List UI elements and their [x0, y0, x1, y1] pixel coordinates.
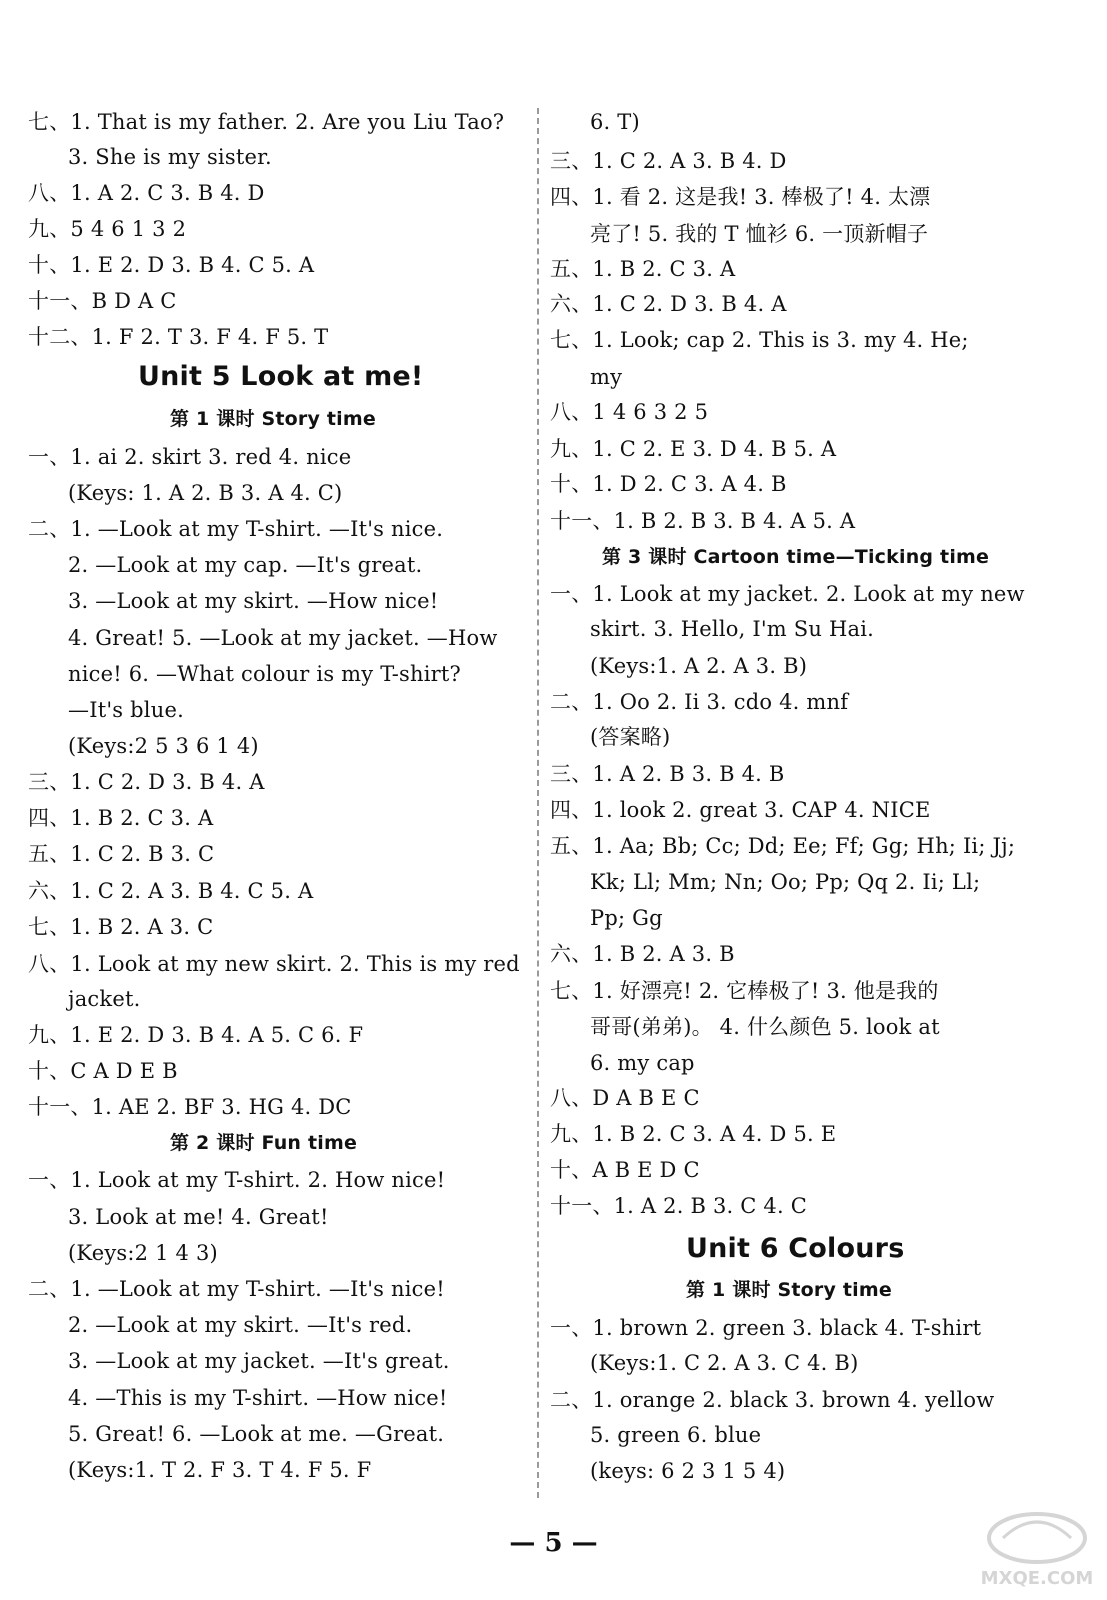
answer-line: 哥哥(弟弟)。 4. 什么颜色 5. look at	[590, 1015, 940, 1039]
answer-line: jacket.	[68, 987, 141, 1011]
answer-line: 4. —This is my T-shirt. —How nice!	[68, 1386, 448, 1410]
answer-line: 六、1. B 2. A 3. B	[550, 942, 735, 966]
answer-line: 二、1. —Look at my T-shirt. —It's nice.	[28, 517, 444, 541]
answer-line: (答案略)	[590, 725, 671, 749]
answer-line: skirt. 3. Hello, I'm Su Hai.	[590, 617, 874, 641]
answer-line: (Keys:1. T 2. F 3. T 4. F 5. F	[68, 1458, 372, 1482]
answer-line: (Keys:2 1 4 3)	[68, 1241, 218, 1265]
answer-line: 四、1. 看 2. 这是我! 3. 棒极了! 4. 太漂	[550, 185, 931, 209]
answer-line: (Keys: 1. A 2. B 3. A 4. C)	[68, 481, 343, 505]
answer-line: 四、1. look 2. great 3. CAP 4. NICE	[550, 798, 931, 822]
lesson-heading: 第 2 课时 Fun time	[170, 1132, 358, 1154]
column-divider	[537, 108, 539, 1498]
answer-line: 十一、1. A 2. B 3. C 4. C	[550, 1194, 808, 1218]
answer-line: 一、1. Look at my jacket. 2. Look at my new	[550, 582, 1025, 606]
answer-line: 2. —Look at my skirt. —It's red.	[68, 1313, 413, 1337]
answer-line: 五、1. C 2. B 3. C	[28, 842, 215, 866]
watermark-text: MXQE.COM	[981, 1568, 1093, 1589]
answer-line: (Keys:1. C 2. A 3. C 4. B)	[590, 1351, 859, 1375]
watermark-logo	[981, 1510, 1093, 1592]
answer-line: 十二、1. F 2. T 3. F 4. F 5. T	[28, 325, 329, 349]
answer-line: 五、1. Aa; Bb; Cc; Dd; Ee; Ff; Gg; Hh; Ii; Jj;	[550, 834, 1016, 858]
answer-line: 亮了! 5. 我的 T 恤衫 6. 一顶新帽子	[590, 222, 929, 246]
lesson-heading: 第 1 课时 Story time	[170, 408, 376, 430]
answer-line: (keys: 6 2 3 1 5 4)	[590, 1459, 786, 1483]
answer-line: 五、1. B 2. C 3. A	[550, 257, 736, 281]
answer-line: 2. —Look at my cap. —It's great.	[68, 553, 423, 577]
lesson-heading: 第 3 课时 Cartoon time—Ticking time	[602, 546, 990, 568]
answer-line: 4. Great! 5. —Look at my jacket. —How	[68, 626, 498, 650]
answer-line: 3. —Look at my skirt. —How nice!	[68, 589, 439, 613]
answer-line: 十、A B E D C	[550, 1158, 700, 1182]
answer-line: 七、1. 好漂亮! 2. 它棒极了! 3. 他是我的	[550, 979, 939, 1003]
answer-line: 八、D A B E C	[550, 1086, 700, 1110]
unit-heading: Unit 6 Colours	[686, 1233, 905, 1264]
answer-line: 3. —Look at my jacket. —It's great.	[68, 1349, 450, 1373]
answer-line: my	[590, 365, 623, 389]
answer-line: 十、1. D 2. C 3. A 4. B	[550, 472, 787, 496]
answer-line: 5. green 6. blue	[590, 1423, 762, 1447]
unit-heading: Unit 5 Look at me!	[138, 361, 424, 392]
answer-line: 十一、1. AE 2. BF 3. HG 4. DC	[28, 1095, 352, 1119]
answer-line: Kk; Ll; Mm; Nn; Oo; Pp; Qq 2. Ii; Ll;	[590, 870, 981, 894]
page-number: — 5 —	[509, 1528, 598, 1558]
answer-line: 九、5 4 6 1 3 2	[28, 217, 187, 241]
answer-line: 十一、B D A C	[28, 289, 177, 313]
answer-line: 八、1. A 2. C 3. B 4. D	[28, 181, 265, 205]
lesson-heading: 第 1 课时 Story time	[686, 1279, 892, 1301]
answer-line: 七、1. That is my father. 2. Are you Liu Tao?	[28, 110, 505, 134]
answer-line: Pp; Gg	[590, 906, 663, 930]
answer-line: 四、1. B 2. C 3. A	[28, 806, 214, 830]
answer-line: 八、1 4 6 3 2 5	[550, 400, 709, 424]
answer-line: 一、1. ai 2. skirt 3. red 4. nice	[28, 445, 352, 469]
answer-line: 3. She is my sister.	[68, 145, 272, 169]
answer-line: 二、1. —Look at my T-shirt. —It's nice!	[28, 1277, 445, 1301]
answer-line: 6. T)	[590, 110, 640, 134]
watermark-icon	[981, 1510, 1093, 1592]
answer-line: 九、1. E 2. D 3. B 4. A 5. C 6. F	[28, 1023, 364, 1047]
answer-line: 一、1. Look at my T-shirt. 2. How nice!	[28, 1168, 446, 1192]
answer-line: 3. Look at me! 4. Great!	[68, 1205, 329, 1229]
answer-line: 6. my cap	[590, 1051, 695, 1075]
answer-line: —It's blue.	[68, 698, 184, 722]
answer-line: 六、1. C 2. D 3. B 4. A	[550, 292, 787, 316]
answer-line: 三、1. C 2. D 3. B 4. A	[28, 770, 265, 794]
answer-line: 一、1. brown 2. green 3. black 4. T-shirt	[550, 1316, 982, 1340]
answer-line: 七、1. Look; cap 2. This is 3. my 4. He;	[550, 328, 969, 352]
answer-line: 二、1. Oo 2. Ii 3. cdo 4. mnf	[550, 690, 849, 714]
answer-line: 十、C A D E B	[28, 1059, 178, 1083]
answer-line: 二、1. orange 2. black 3. brown 4. yellow	[550, 1388, 995, 1412]
answer-line: (Keys:2 5 3 6 1 4)	[68, 734, 259, 758]
answer-line: 七、1. B 2. A 3. C	[28, 915, 214, 939]
answer-line: 九、1. B 2. C 3. A 4. D 5. E	[550, 1122, 837, 1146]
answer-line: 六、1. C 2. A 3. B 4. C 5. A	[28, 879, 314, 903]
answer-line: nice! 6. —What colour is my T-shirt?	[68, 662, 461, 686]
answer-line: 5. Great! 6. —Look at me. —Great.	[68, 1422, 445, 1446]
answer-line: 三、1. A 2. B 3. B 4. B	[550, 762, 785, 786]
answer-line: 八、1. Look at my new skirt. 2. This is my red	[28, 952, 520, 976]
answer-line: 十、1. E 2. D 3. B 4. C 5. A	[28, 253, 315, 277]
answer-line: 九、1. C 2. E 3. D 4. B 5. A	[550, 437, 837, 461]
answer-line: 十一、1. B 2. B 3. B 4. A 5. A	[550, 509, 856, 533]
answer-line: 三、1. C 2. A 3. B 4. D	[550, 149, 787, 173]
answer-line: (Keys:1. A 2. A 3. B)	[590, 654, 808, 678]
